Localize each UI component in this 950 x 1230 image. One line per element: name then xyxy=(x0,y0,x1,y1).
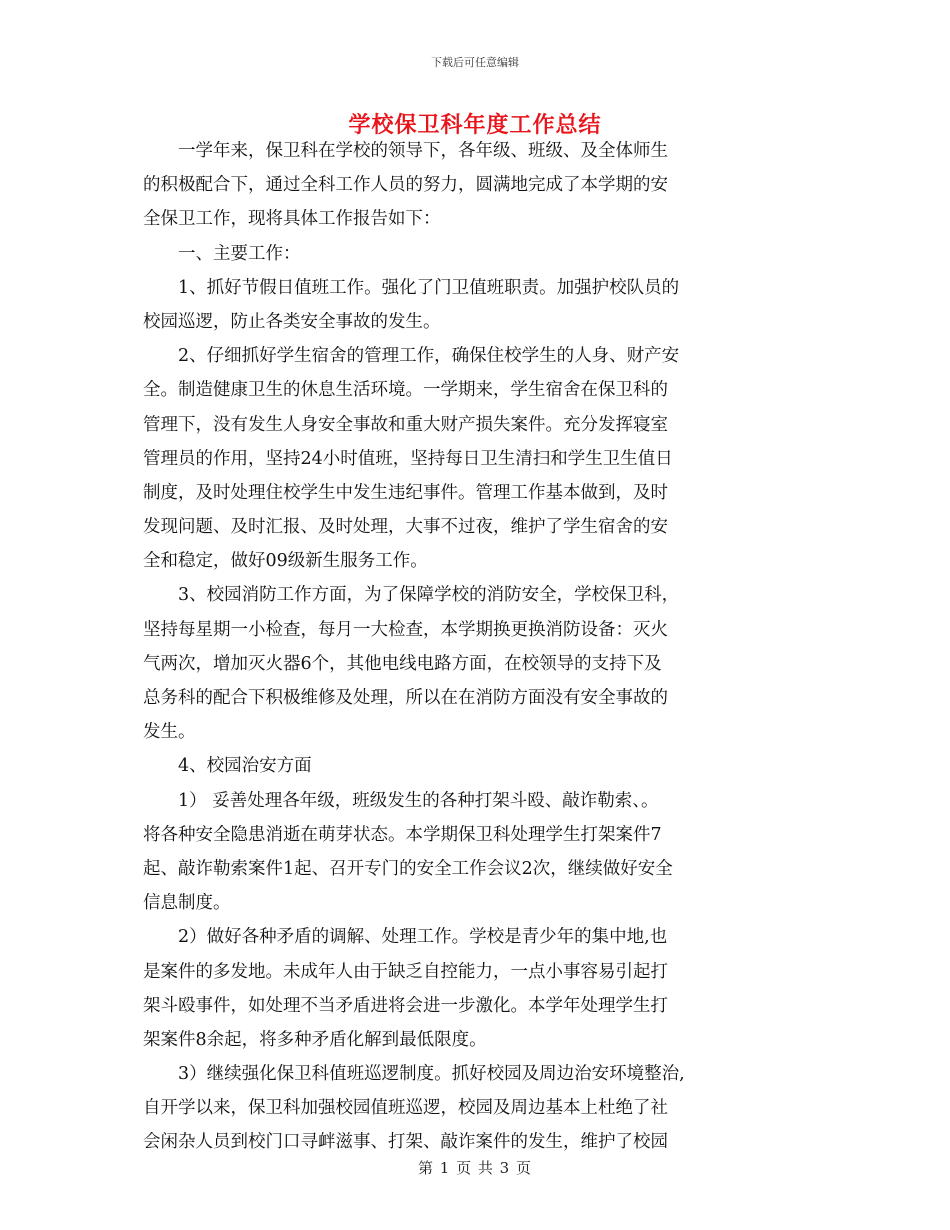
page-footer: 第 1 页 共 3 页 xyxy=(418,1159,532,1177)
paragraph-line: 是案件的多发地。未成年人由于缺乏自控能力，一点小事容易引起打 xyxy=(143,961,668,982)
paragraph-line: 3）继续强化保卫科值班巡逻制度。抓好校园及周边治安环境整治, xyxy=(178,1064,685,1085)
paragraph-line: 一学年来，保卫科在学校的领导下，各年级、班级、及全体师生 xyxy=(178,141,668,161)
paragraph-line: 3、校园消防工作方面，为了保障学校的消防安全，学校保卫科， xyxy=(178,585,680,606)
paragraph-line: 全。制造健康卫生的休息生活环境。一学期来，学生宿舍在保卫科的 xyxy=(143,380,668,401)
paragraph-line: 发现问题、及时汇报、及时处理，大事不过夜，维护了学生宿舍的安 xyxy=(143,517,668,538)
paragraph-line: 1、抓好节假日值班工作。强化了门卫值班职责。加强护校队员的 xyxy=(178,277,680,298)
paragraph-line: 起、敲诈勒索案件1起、召开专门的安全工作会议2次，继续做好安全 xyxy=(143,858,673,879)
paragraph-line: 架案件8余起，将多种矛盾化解到最低限度。 xyxy=(143,1029,487,1050)
paragraph-line: 自开学以来，保卫科加强校园值班巡逻，校园及周边基本上杜绝了社 xyxy=(143,1098,668,1119)
paragraph-line: 会闲杂人员到校门口寻衅滋事、打架、敲诈案件的发生，维护了校园 xyxy=(143,1132,668,1153)
document-body xyxy=(143,134,813,1160)
document-title: 学校保卫科年度工作总结 xyxy=(348,112,602,138)
paragraph-line: 管理下，没有发生人身安全事故和重大财产损失案件。充分发挥寝室 xyxy=(143,414,668,435)
paragraph-line: 2、仔细抓好学生宿舍的管理工作，确保住校学生的人身、财产安 xyxy=(178,346,680,367)
paragraph-line: 将各种安全隐患消逝在萌芽状态。本学期保卫科处理学生打架案件7 xyxy=(143,824,662,845)
section-heading: 一、主要工作： xyxy=(178,243,301,264)
paragraph-line: 全保卫工作，现将具体工作报告如下： xyxy=(143,209,441,230)
paragraph-line: 2）做好各种矛盾的调解、处理工作。学校是青少年的集中地,也 xyxy=(178,927,668,948)
paragraph-line: 总务科的配合下积极维修及处理，所以在在消防方面没有安全事故的 xyxy=(143,688,668,708)
paragraph-line: 信息制度。 xyxy=(143,893,231,914)
paragraph-line: 坚持每星期一小检查，每月一大检查，本学期换更换消防设备：灭火 xyxy=(143,619,668,640)
paragraph-line: 全和稳定，做好09级新生服务工作。 xyxy=(143,551,428,572)
paragraph-line: 校园巡逻，防止各类安全事故的发生。 xyxy=(143,311,441,332)
paragraph-line: 发生。 xyxy=(143,722,196,743)
paragraph-line: 管理员的作用，坚持24小时值班，坚持每日卫生清扫和学生卫生值日 xyxy=(143,448,673,469)
section-heading: 4、校园治安方面 xyxy=(178,756,312,777)
paragraph-line: 制度，及时处理住校学生中发生违纪事件。管理工作基本做到，及时 xyxy=(143,482,668,503)
paragraph-line: 的积极配合下，通过全科工作人员的努力，圆满地完成了本学期的安 xyxy=(143,175,668,196)
paragraph-line: 架斗殴事件，如处理不当矛盾进将会进一步激化。本学年处理学生打 xyxy=(143,995,668,1016)
paragraph-line: 1） 妥善处理各年级，班级发生的各种打架斗殴、敲诈勒索、。 xyxy=(178,790,659,811)
paragraph-line: 气两次，增加灭火器6个，其他电线电路方面，在校领导的支持下及 xyxy=(143,653,662,674)
header-note: 下载后可任意编辑 xyxy=(431,56,519,69)
